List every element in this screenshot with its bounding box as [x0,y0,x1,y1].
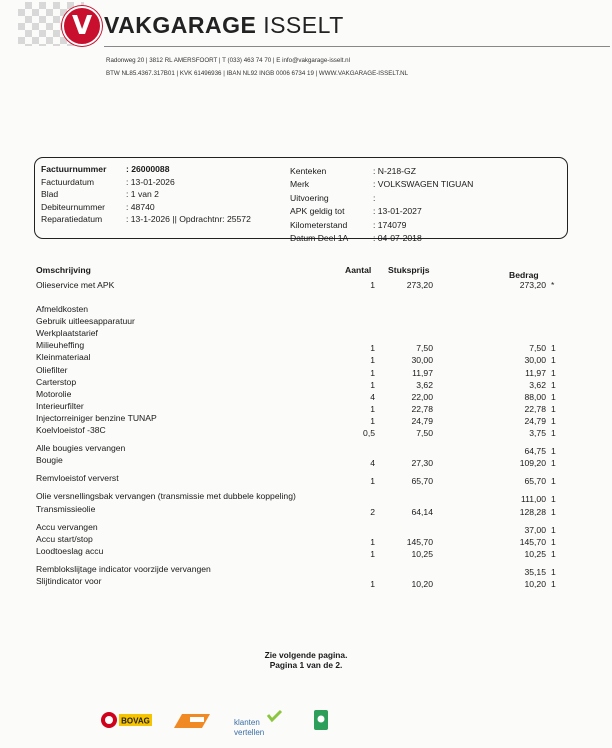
invoice-line [0,564,612,576]
vehicle-label: Kenteken [290,166,327,176]
line-description: Carterstop [36,376,77,387]
line-quantity: 1 [370,379,375,390]
line-unit-price: 273,20 [406,280,433,290]
line-unit-price: 22,00 [411,391,433,402]
vehicle-label: Merk [290,179,310,190]
invoice-label: Factuurnummer [41,164,107,174]
invoice-line [0,413,612,425]
line-vat-code: 1 [551,391,556,402]
line-amount: 35,15 [524,566,546,577]
line-unit-price: 30,00 [411,355,433,366]
line-amount: 64,75 [524,446,546,457]
line-amount: 145,70 [519,536,546,547]
vehicle-value: : 13-01-2027 [373,206,422,217]
klanten-text: klanten [234,718,260,727]
line-vat-code: 1 [551,367,556,378]
line-description: Kleinmateriaal [36,352,91,363]
invoice-line [0,377,612,389]
invoice-value: : 26000088 [126,164,170,174]
line-amount: 30,00 [524,355,546,366]
line-vat-code: 1 [551,458,556,469]
line-description: Oliefilter [36,364,68,375]
vehicle-value: : N-218-GZ [373,166,416,176]
invoice-line [0,443,612,455]
invoice-line [0,316,612,328]
vehicle-value: : 174079 [373,219,407,230]
line-amount: 22,78 [524,403,546,414]
company-address: Radonweg 20 | 3812 RL AMERSFOORT | T (033) 463 74 70 | E info@vakgarage-isselt.nl [106,57,350,64]
line-unit-price: 64,14 [411,506,433,517]
line-description: Loodtoeslag accu [36,545,104,556]
line-description: Interieurfilter [36,400,84,411]
line-quantity: 1 [370,548,375,559]
vehicle-label: Uitvoering [290,192,329,203]
line-unit-price: 27,30 [411,458,433,469]
invoice-label: Factuurdatum [41,176,95,187]
line-vat-code: 1 [551,506,556,517]
invoice-line [0,328,612,340]
col-header-unit-price: Stuksprijs [388,265,430,275]
line-amount: 273,20 [519,280,546,290]
invoice-value: : 48740 [126,201,155,212]
line-amount: 24,79 [524,415,546,426]
line-quantity: 1 [370,367,375,378]
line-unit-price: 145,70 [406,536,433,547]
invoice-label: Blad [41,189,59,199]
line-description: Afmeldkosten [36,304,89,314]
line-unit-price: 3,62 [416,379,433,390]
company-bank-details: BTW NL85.4367.317B01 | KVK 61496936 | IBAN NL92 INGB 0006 6734 19 | WWW.VAKGARAGE-ISSELT.NL [106,70,409,77]
invoice-value: : 1 van 2 [126,189,159,199]
invoice-value: : 13-01-2026 [126,176,175,187]
line-description: Gebruik uitleesapparatuur [36,316,135,327]
line-amount: 128,28 [519,506,546,517]
line-description: Werkplaatstarief [36,328,98,339]
line-unit-price: 10,25 [411,548,433,559]
vehicle-value: : 04-07-2018 [373,233,422,243]
col-header-description: Omschrijving [36,265,91,275]
line-unit-price: 10,20 [411,579,433,589]
line-unit-price: 11,97 [412,367,433,378]
line-vat-code: 1 [551,379,556,390]
invoice-line [0,425,612,437]
invoice-line [0,534,612,546]
line-description: Milieuheffing [36,340,85,351]
vehicle-value: : VOLKSWAGEN TIGUAN [373,179,474,190]
line-quantity: 1 [370,415,375,426]
bovag-logo [100,710,152,730]
line-amount: 3,62 [529,379,546,390]
header-divider [104,46,610,47]
line-quantity: 1 [370,403,375,414]
line-quantity: 1 [370,476,375,487]
invoice-line [0,401,612,413]
line-description: Accu start/stop [36,533,93,544]
line-quantity: 1 [370,355,375,366]
line-description: Remvloeistof ververst [36,473,119,484]
vehicle-value: : [373,192,376,203]
invoice-line [0,340,612,352]
line-description: Motorolie [36,388,72,399]
line-vat-code: 1 [551,524,556,535]
vehicle-label: Kilometerstand [290,219,348,230]
bovag-partner-logo [172,710,212,732]
line-description: Olie versnellingsbak vervangen (transmissie met dubbele koppeling) [36,491,296,502]
invoice-line [0,491,612,503]
line-amount: 111,00 [520,494,546,505]
line-quantity: 2 [370,506,375,517]
line-vat-code: 1 [551,536,556,547]
line-quantity: 1 [370,536,375,547]
line-amount: 10,25 [524,548,546,559]
line-quantity: 4 [370,458,375,469]
line-description: Koelvloeistof -38C [36,425,106,435]
line-unit-price: 22,78 [411,403,433,414]
invoice-line [0,304,612,316]
next-page-note: Zie volgende pagina. [264,650,348,660]
line-amount: 109,20 [519,458,546,469]
line-vat-code: 1 [551,343,556,354]
line-vat-code: 1 [551,548,556,559]
line-unit-price: 7,50 [416,343,433,354]
line-quantity: 1 [370,579,375,589]
line-vat-code: 1 [551,476,556,487]
line-amount: 65,70 [524,476,546,487]
invoice-label: Debiteurnummer [41,201,105,212]
brand-bold: VAKGARAGE [104,12,257,38]
line-vat-code: 1 [551,355,556,366]
line-amount: 3,75 [529,428,546,438]
line-amount: 7,50 [529,343,546,354]
line-amount: 37,00 [524,524,546,535]
invoice-line [0,504,612,516]
line-vat-code: 1 [551,403,556,414]
line-vat-code: 1 [551,415,556,426]
line-description: Olieservice met APK [36,280,115,290]
bovag-label: BOVAG [121,716,150,726]
line-vat-code: 1 [551,566,556,577]
line-description: Alle bougies vervangen [36,443,126,454]
vertellen-text: vertellen [234,728,265,737]
invoice-label: Reparatiedatum [41,214,103,224]
line-description: Accu vervangen [36,521,98,532]
line-vat-code: 1 [551,494,556,505]
brand-name [104,12,344,39]
invoice-line [0,365,612,377]
line-quantity: 0,5 [363,428,375,438]
line-description: Bougie [36,455,63,466]
line-amount: 88,00 [524,391,546,402]
line-unit-price: 24,79 [411,415,433,426]
logo-letter: V [71,11,93,41]
line-unit-price: 7,50 [416,428,433,438]
line-amount: 11,97 [525,367,546,378]
invoice-line [0,576,612,588]
vakgarage-logo [62,6,102,46]
invoice-line [0,280,612,292]
invoice-line [0,455,612,467]
brand-light: ISSELT [263,12,344,38]
klanten-vertellen-logo [234,709,286,737]
invoice-line [0,546,612,558]
line-quantity: 4 [370,391,375,402]
line-vat-code: 1 [551,446,556,457]
line-vat-code: * [551,280,555,290]
invoice-line [0,352,612,364]
col-header-quantity: Aantal [345,265,372,275]
line-description: Remblokslijtage indicator voorzijde vervangen [36,563,211,574]
line-description: Injectorreiniger benzine TUNAP [36,412,157,423]
line-unit-price: 65,70 [411,476,433,487]
col-header-amount: Bedrag [509,270,539,280]
page-number: Pagina 1 van de 2. [269,660,343,670]
line-description: Slijtindicator voor [36,576,102,586]
line-quantity: 1 [370,343,375,354]
line-quantity: 1 [370,280,375,290]
vehicle-label: Datum Deel 1A [290,233,349,243]
line-amount: 10,20 [524,579,546,589]
green-badge-logo [314,710,328,730]
invoice-line [0,522,612,534]
invoice-value: : 13-1-2026 || Opdrachtnr: 25572 [126,214,251,224]
line-vat-code: 1 [551,428,556,438]
line-description: Transmissieolie [36,503,96,514]
invoice-line [0,473,612,485]
line-vat-code: 1 [551,579,556,589]
vehicle-label: APK geldig tot [290,206,345,217]
invoice-line [0,389,612,401]
